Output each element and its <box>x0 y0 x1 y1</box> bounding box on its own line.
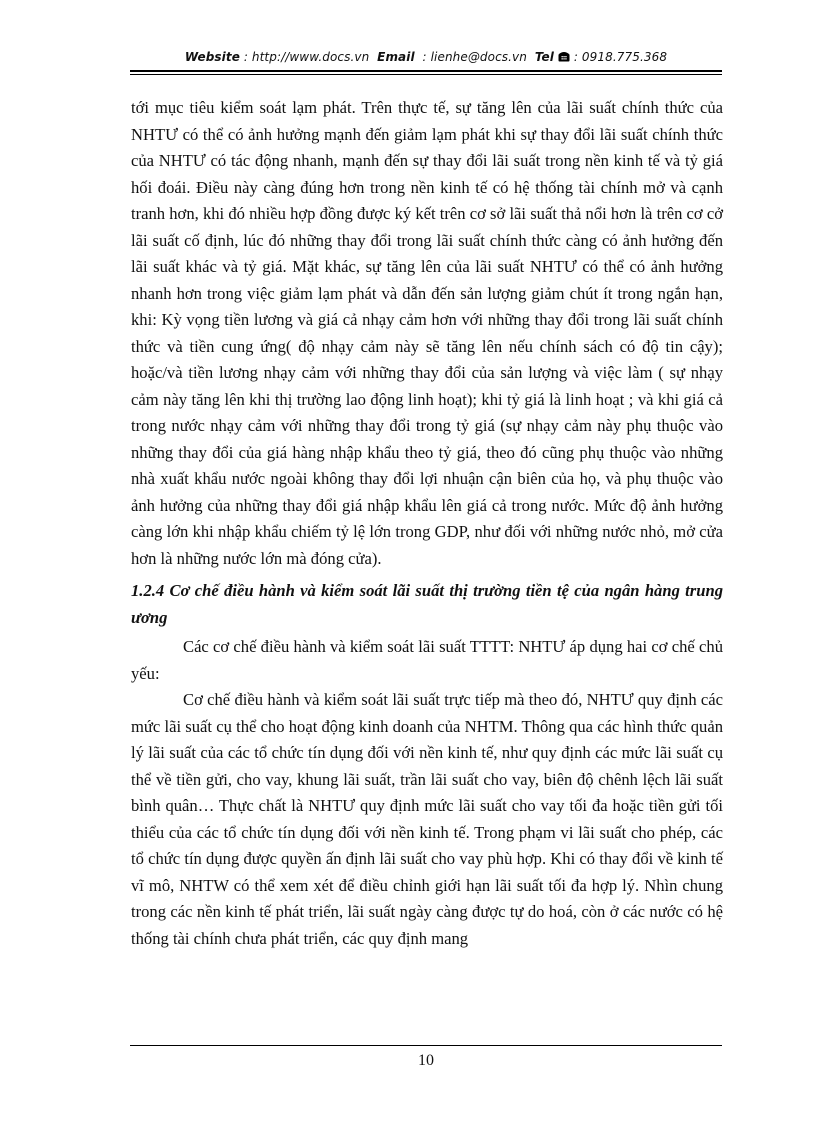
website-label: Website <box>184 50 240 64</box>
body-paragraph-2: Các cơ chế điều hành và kiểm soát lãi suất TTTT: NHTƯ áp dụng hai cơ chế chủ yếu: <box>131 637 723 683</box>
tel-value: : 0918.775.368 <box>573 50 668 64</box>
body-paragraph-1: tới mục tiêu kiểm soát lạm phát. Trên thực tế, sự tăng lên của lãi suất chính thức của NHTƯ có thể có ảnh hưởng mạnh đến giảm lạm phát khi sự thay đổi lãi suất chính thức của NHTƯ có tác động nhanh, mạnh đến sự thay đổi lãi suất trong nền kinh tế và tỷ giá hối đoái. Điều này càng đúng hơn trong nền kinh tế có hệ thống tài chính mở và cạnh tranh hơn, khi đó nhiều hợp đồng được ký kết trên cơ sở lãi suất thả nổi hơn là trên cơ cở lãi suất cố định, lúc đó những thay đổi trong lãi suất chính thức càng có ảnh hưởng đến lãi suất khác và tỷ giá. Mặt khác, sự tăng lên của lãi suất NHTƯ có thể có ảnh hưởng nhanh hơn trong việc giảm lạm phát và dẫn đến sản lượng giảm chút ít trong ngắn hạn, khi: Kỳ vọng tiền lương và giá cả nhạy cảm hơn với những thay đổi trong lãi suất chính thức và tiền cung ứng( độ nhạy cảm này sẽ tăng lên nếu chính sách có độ tin cậy); hoặc/và tiền lương nhạy cảm với những thay đổi của sản lượng và việc làm ( sự nhạy cảm này tăng lên khi thị trường lao động linh hoạt); khi tỷ giá là linh hoạt ; và khi giá cả trong nước nhạy cảm với những thay đổi trong tỷ giá (sự nhạy cảm này phụ thuộc vào những thay đổi của giá hàng nhập khẩu theo tỷ giá, theo đó cũng phụ thuộc vào những nhà xuất khẩu nước ngoài không thay đổi lợi nhuận cận biên của họ, và phụ thuộc vào ảnh hưởng của những thay đổi giá nhập khẩu lên giá cả trong nước. Mức độ ảnh hưởng càng lớn khi nhập khẩu chiếm tỷ lệ lớn trong GDP, như đối với những nước nhỏ, mở cửa hơn là những nước lớn mà đóng cửa). <box>131 98 723 568</box>
header-rule-thin <box>130 74 722 75</box>
header-rule <box>130 70 722 72</box>
section-heading: 1.2.4 Cơ chế điều hành và kiểm soát lãi suất thị trường tiền tệ của ngân hàng trung ương <box>131 581 723 627</box>
email-label: Email <box>377 50 415 64</box>
page-number: 10 <box>418 1052 434 1069</box>
phone-icon <box>558 51 570 62</box>
website-value: : http://www.docs.vn <box>243 50 370 64</box>
body-paragraph-3: Cơ chế điều hành và kiểm soát lãi suất trực tiếp mà theo đó, NHTƯ quy định các mức lãi suất cụ thể cho hoạt động kinh doanh của NHTM. Thông qua các hình thức quản lý lãi suất của các tổ chức tín dụng đối với nền kinh tế, như quy định các mức lãi suất cụ thể về tiền gửi, cho vay, khung lãi suất, trần lãi suất cho vay, biên độ chênh lệch lãi suất bình quân… Thực chất là NHTƯ quy định mức lãi suất cho vay tối đa hoặc tiền gửi tối thiểu của các tổ chức tín dụng đối với nền kinh tế. Trong phạm vi lãi suất cho phép, các tổ chức tín dụng được quyền ấn định lãi suất cho vay phù hợp. Khi có thay đổi về kinh tế vĩ mô, NHTW có thể xem xét để điều chỉnh giới hạn lãi suất tối đa hợp lý. Nhìn chung trong các nền kinh tế phát triển, lãi suất ngày càng được tự do hoá, còn ở các nước có hệ thống tài chính chưa phát triển, các quy định mang <box>131 690 723 948</box>
page-header <box>130 50 722 64</box>
footer-rule <box>130 1045 722 1046</box>
tel-label: Tel <box>534 50 555 64</box>
page-body <box>131 95 723 952</box>
email-value: : lienhe@docs.vn <box>422 50 527 64</box>
